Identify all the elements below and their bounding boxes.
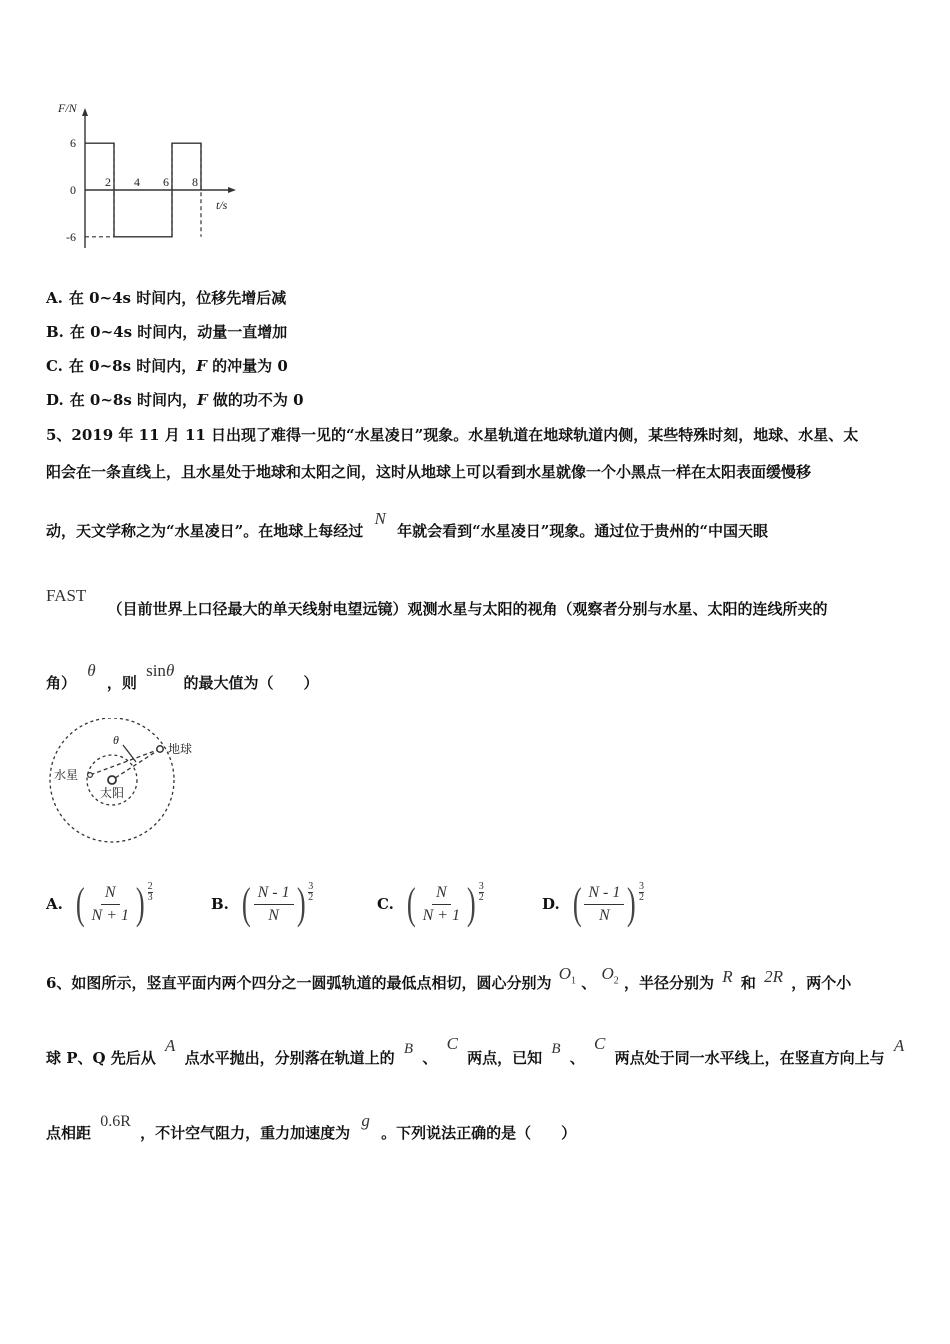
fraction: [419, 884, 464, 925]
angle-pointer: [123, 745, 136, 762]
exponent-denominator: 3: [147, 891, 153, 903]
force-time-graph: [50, 98, 250, 253]
exponent-numerator: 3: [639, 880, 645, 892]
y-axis-arrow: [82, 108, 88, 116]
q6-line-3-a: 点相距: [46, 1124, 92, 1142]
q6-line-2: [46, 1034, 905, 1068]
orbit-diagram: [40, 718, 230, 846]
q5-choice[interactable]: [211, 879, 314, 928]
q5-line-4: [46, 586, 828, 619]
option-text: 在 0~8s 时间内，: [68, 357, 197, 375]
y-tick-label: 0: [70, 183, 76, 197]
earth-icon: [157, 746, 163, 752]
sun-icon: [108, 776, 116, 784]
q5-choice[interactable]: [46, 879, 153, 928]
a-symbol-2: A: [893, 1036, 905, 1055]
earth-label: 地球: [168, 742, 193, 756]
sin-theta-symbol: θ: [165, 661, 175, 680]
q5-line-3: [46, 509, 768, 541]
y-tick-label: -6: [66, 229, 76, 244]
denominator: N: [268, 906, 279, 924]
q5-line-1: 5、2019 年 11 月 11 日出现了难得一见的“水星凌日”现象。水星轨道在地球轨道内侧，某些特殊时刻，地球、水星、太: [46, 426, 859, 444]
q5-line-3-pre: 动，天文学称之为“水星凌日”。在地球上每经过: [46, 522, 364, 540]
o1-symbol: $O_1$: [558, 964, 576, 987]
q6-line-3: [46, 1111, 577, 1143]
sin-symbol: sin: [146, 661, 166, 680]
right-paren: ): [466, 879, 476, 928]
option-text: 在 0~8s 时间内，: [69, 391, 198, 409]
left-paren: (: [75, 879, 85, 928]
option-symbol: F: [197, 391, 208, 409]
option-letter: A.: [46, 289, 63, 307]
b-symbol-2: B: [551, 1041, 561, 1057]
theta-symbol: θ: [87, 661, 96, 680]
exponent: [479, 882, 484, 903]
o2-symbol: $O_2$: [601, 964, 619, 987]
q5-line-3-post: 年就会看到“水星凌日”现象。通过位于贵州的“中国天眼: [397, 522, 768, 540]
g-symbol: g: [361, 1111, 370, 1130]
fraction: [584, 884, 624, 925]
x-tick-label: 4: [134, 175, 140, 189]
q6-line-3-c: 。下列说法正确的是（ ）: [381, 1124, 577, 1142]
q6-line-2-d: 两点处于同一水平线上，在竖直方向上与: [614, 1049, 885, 1067]
x-tick-label: 2: [105, 175, 111, 189]
sight-line-mercury: [90, 749, 160, 775]
denominator: N + 1: [91, 906, 129, 924]
numerator: N - 1: [584, 884, 624, 905]
q4-option[interactable]: [46, 355, 288, 376]
q6-line-2-c: 两点，已知: [467, 1049, 543, 1067]
q6-sep-3: 、: [569, 1049, 585, 1067]
option-text-post: 做的功不为 0: [207, 391, 304, 409]
q6-line-2-a: 球 P、Q 先后从: [46, 1049, 156, 1067]
q6-line-3-b: ，不计空气阻力，重力加速度为: [140, 1124, 351, 1142]
exponent-denominator: 2: [308, 891, 314, 903]
choice-letter: C.: [377, 895, 394, 913]
choice-letter: B.: [211, 895, 229, 913]
b-symbol: B: [403, 1041, 414, 1057]
option-text: 在 0~4s 时间内，动量一直增加: [69, 323, 288, 341]
left-paren: (: [406, 879, 416, 928]
q6-sep-1: 、: [581, 974, 597, 992]
mercury-icon: [88, 773, 93, 778]
q4-option[interactable]: [46, 287, 286, 308]
q5-choice[interactable]: [377, 879, 484, 928]
variable-N: N: [374, 509, 386, 528]
choice-letter: D.: [542, 895, 560, 913]
q5-line-5-mid: ，则: [106, 674, 137, 692]
sun-label: 太阳: [100, 786, 125, 800]
q5-line-4-post: （目前世界上口径最大的单天线射电望远镜）观测水星与太阳的视角（观察者分别与水星、太阳的连线所夹的: [107, 600, 828, 618]
r-symbol: R: [722, 967, 733, 986]
q6-and: 和: [740, 974, 756, 992]
q6-sep-2: 、: [422, 1049, 438, 1067]
numerator: N - 1: [254, 884, 294, 905]
mercury-label: 水星: [54, 768, 79, 782]
denominator: N + 1: [422, 906, 461, 924]
fraction: [254, 884, 294, 925]
q5-choice[interactable]: [542, 879, 645, 928]
fast-label: FAST: [46, 586, 87, 605]
q5-line-5: [46, 661, 319, 693]
numerator: N: [101, 884, 120, 905]
exponent-denominator: 2: [639, 891, 645, 903]
c-symbol-2: C: [594, 1034, 606, 1053]
y-tick-label: 6: [70, 136, 76, 151]
q6-line-1: [46, 964, 852, 995]
option-letter: D.: [46, 391, 64, 409]
x-tick-label: 8: [192, 175, 198, 189]
q6-line-1-a: 6、如图所示，竖直平面内两个四分之一圆弧轨道的最低点相切，圆心分别为: [46, 974, 552, 992]
exponent-numerator: 2: [147, 880, 153, 892]
option-symbol: F: [196, 357, 207, 375]
q4-option[interactable]: [46, 321, 287, 342]
q6-line-2-b: 点水平抛出，分别落在轨道上的: [184, 1049, 395, 1067]
q6-line-1-c: ，两个小: [791, 974, 852, 992]
a-symbol: A: [165, 1036, 176, 1055]
denominator: N: [599, 906, 610, 924]
c-symbol: C: [446, 1034, 458, 1053]
q4-option[interactable]: [46, 389, 304, 410]
choice-letter: A.: [46, 895, 63, 913]
y-axis-label: F/N: [58, 101, 77, 115]
left-paren: (: [572, 879, 582, 928]
option-letter: B.: [46, 323, 64, 341]
right-paren: ): [296, 879, 306, 928]
q5-line-5-post: 的最大值为（ ）: [183, 674, 319, 692]
exponent-numerator: 3: [308, 880, 314, 892]
q6-line-1-b: ，半径分别为: [623, 974, 714, 992]
distance-value: 0.6R: [100, 1113, 131, 1130]
fraction: [88, 884, 133, 925]
option-text-post: 的冲量为 0: [206, 357, 288, 375]
angle-label: θ: [113, 733, 119, 747]
option-text: 在 0~4s 时间内，位移先增后减: [68, 289, 287, 307]
exponent-numerator: 3: [478, 880, 484, 892]
right-paren: ): [627, 879, 637, 928]
exponent-denominator: 2: [478, 891, 484, 903]
x-tick-label: 6: [163, 175, 169, 189]
numerator: N: [432, 884, 451, 905]
q5-line-2: 阳会在一条直线上，且水星处于地球和太阳之间，这时从地球上可以看到水星就像一个小黑点一样在太阳表面缓慢移: [46, 463, 812, 481]
left-paren: (: [241, 879, 251, 928]
x-axis-arrow: [228, 187, 236, 193]
exponent: [639, 882, 644, 903]
exponent: [308, 882, 313, 903]
two-r-symbol: 2R: [764, 967, 783, 986]
exponent: [148, 882, 153, 903]
option-letter: C.: [46, 357, 63, 375]
right-paren: ): [135, 879, 145, 928]
x-axis-label: t/s: [216, 198, 228, 212]
q5-line-5-pre: 角）: [46, 674, 77, 692]
